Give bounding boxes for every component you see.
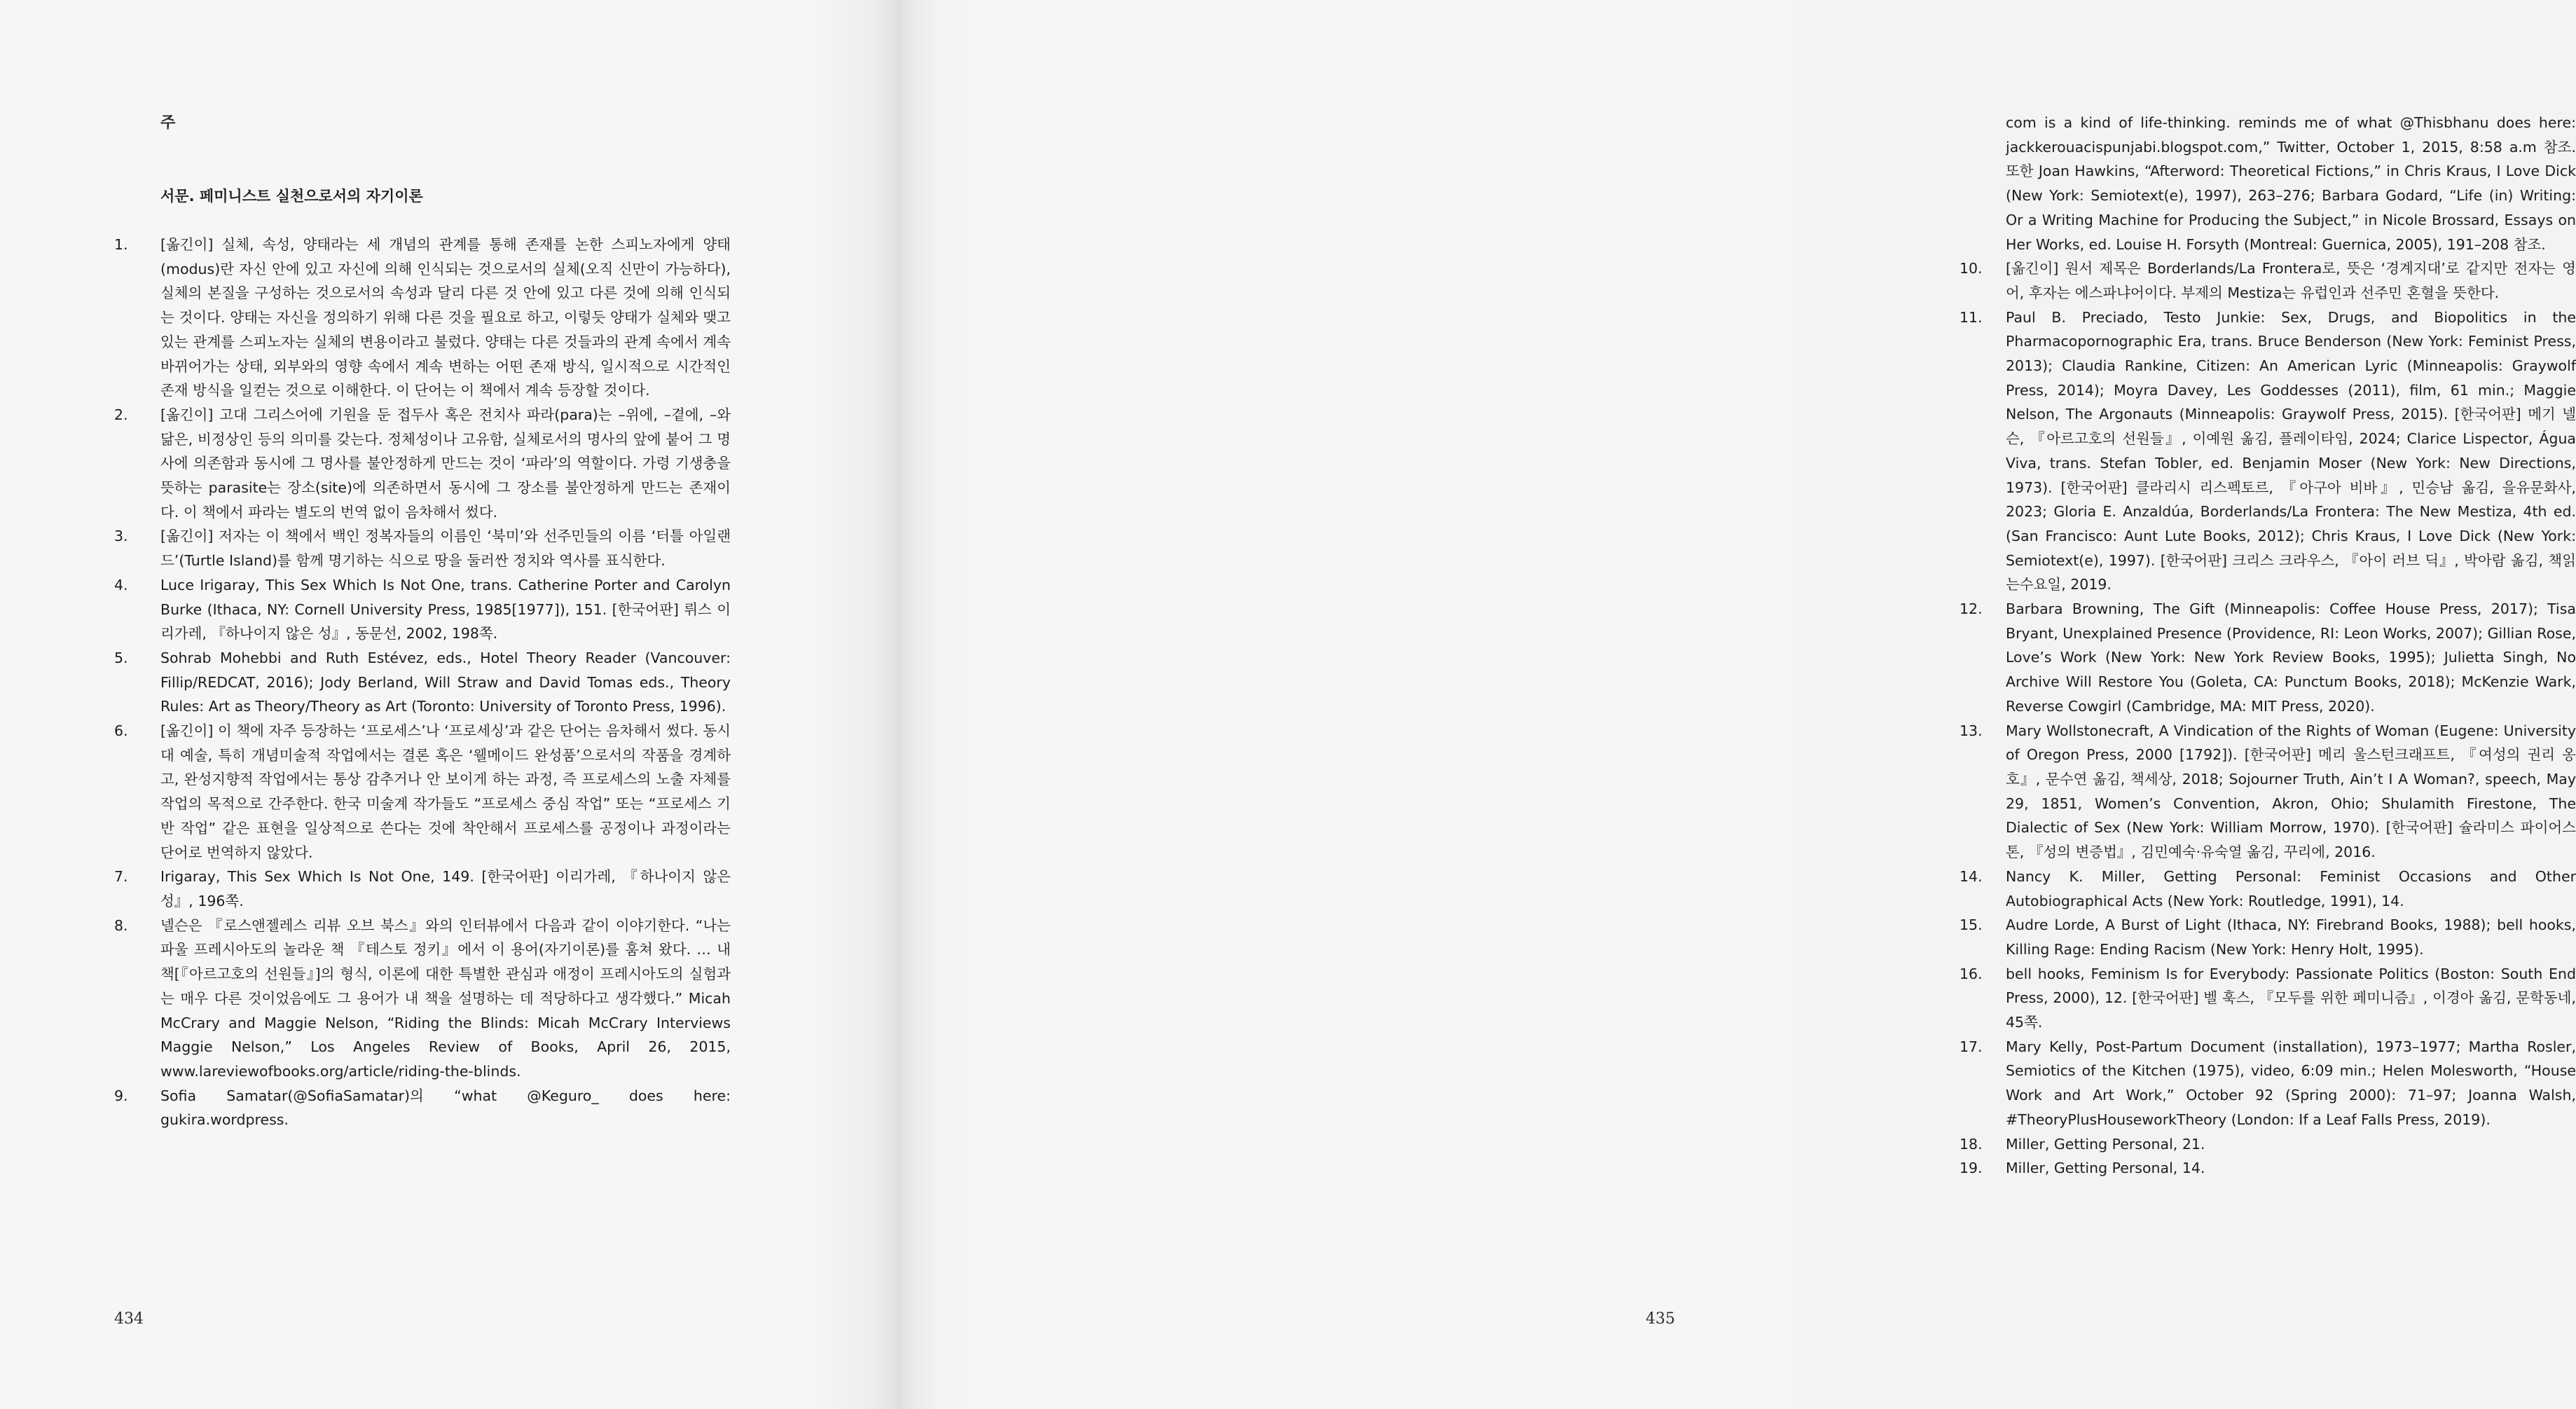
note-number: 13.: [1959, 722, 1983, 739]
note-number: 1.: [114, 236, 128, 253]
note-item: [1959, 597, 2576, 719]
notes-list-right: [1959, 111, 2576, 1181]
note-number: 8.: [114, 916, 128, 934]
note-item: [1959, 865, 2576, 913]
note-item: [1959, 1132, 2576, 1157]
notes-heading: 주: [160, 114, 176, 132]
note-text: Nancy K. Miller, Getting Personal: Feminist Occasions and Other Autobiographical Acts (New York: Routledge, 1991), 14.: [2006, 867, 2576, 909]
note-number: 5.: [114, 649, 128, 666]
note-item: [114, 403, 731, 525]
note-text: Luce Irigaray, This Sex Which Is Not One, trans. Catherine Porter and Carolyn Burke (Ithaca, NY: Cornell University Press, 1985[1977]), 151. [한국어판] 뤼스 이리가레, 『하나이지 않은 성』, 동문선, 2002, 198쪽.: [160, 576, 731, 642]
note-text: [옮긴이] 이 책에 자주 등장하는 ‘프로세스’나 ‘프로세싱’과 같은 단어는 음차해서 썼다. 동시대 예술, 특히 개념미술적 작업에서는 결론 혹은 ‘웰메이드 완성품’으로서의 작품을 경계하고, 완성지향적 작업에서는 통상 감추거나 안 보이게 하는 과정, 즉 프로세스의 노출 자체를 작업의 목적으로 간주한다. 한국 미술계 작가들도 “프로세스 중심 작업” 또는 “프로세스 기반 작업” 같은 표현을 일상적으로 쓴다는 것에 착안해서 프로세스를 공정이나 과정이라는 단어로 번역하지 않았다.: [160, 722, 731, 861]
left-page: [0, 0, 897, 1409]
section-title: 서문. 페미니스트 실천으로서의 자기이론: [160, 188, 423, 205]
note-item: [1959, 913, 2576, 961]
note-text: Paul B. Preciado, Testo Junkie: Sex, Drugs, and Biopolitics in the Pharmacopornographic Era, trans. Bruce Benderson (New York: Feminist Press, 2013); Claudia Rankine, Citizen: An American Lyric (Minneapolis: Graywolf Press, 2014); Moyra Davey, Les Goddesses (2011), film, 61 min.; Maggie Nelson, The Argonauts (Minneapolis: Graywolf Press, 2015). [한국어판] 메기 넬슨, 『아르고호의 선원들』, 이예원 옮김, 플레이타임, 2024; Clarice Lispector, Água Viva, trans. Stefan Tobler, ed. Benjamin Moser (New York: New Directions, 1973). [한국어판] 클라리시 리스펙토르, 『아구아 비바』, 민승남 옮김, 을유문화사, 2023; Gloria E. Anzaldúa, Borderlands/La Frontera: The New Mestiza, 4th ed. (San Francisco: Aunt Lute Books, 2012); Chris Kraus, I Love Dick (New York: Semiotext(e), 1997). [한국어판] 크리스 크라우스, 『아이 러브 딕』, 박아람 옮김, 책읽는수요일, 2019.: [2006, 308, 2576, 593]
notes-list-left: [114, 233, 731, 1132]
note-text: [옮긴이] 저자는 이 책에서 백인 정복자들의 이름인 ‘북미’와 선주민들의 이름 ‘터틀 아일랜드’(Turtle Island)를 함께 명기하는 식으로 땅을 둘러싼 정치와 역사를 표식한다.: [160, 528, 731, 570]
note-item: [1959, 256, 2576, 305]
note-text: [옮긴이] 고대 그리스어에 기원을 둔 접두사 혹은 전치사 파라(para)는 –위에, –곁에, –와 닮은, 비정상인 등의 의미를 갖는다. 정체성이나 고유함, 실체로서의 명사의 앞에 붙어 그 명사에 의존함과 동시에 그 명사를 불안정하게 만드는 것이 ‘파라’의 역할이다. 가령 기생충을 뜻하는 parasite는 장소(site)에 의존하면서 동시에 그 장소를 불안정하게 만드는 존재이다. 이 책에서 파라는 별도의 번역 없이 음차해서 썼다.: [160, 406, 731, 521]
note-text: Mary Wollstonecraft, A Vindication of the Rights of Woman (Eugene: University of Oregon Press, 2000 [1792]). [한국어판] 메리 울스턴크래프트, 『여성의 권리 옹호』, 문수연 옮김, 책세상, 2018; Sojourner Truth, Ain’t I A Woman?, speech, May 29, 1851, Women’s Convention, Akron, Ohio; Shulamith Firestone, The Dialectic of Sex (New York: William Morrow, 1970). [한국어판] 슐라미스 파이어스톤, 『성의 변증법』, 김민예숙·유숙열 옮김, 꾸리에, 2016.: [2006, 722, 2576, 861]
note-item: [114, 1084, 731, 1132]
note-number: 9.: [114, 1087, 128, 1104]
note-text: bell hooks, Feminism Is for Everybody: Passionate Politics (Boston: South End Press, 2000), 12. [한국어판] 벨 훅스, 『모두를 위한 페미니즘』, 이경아 옮김, 문학동네, 45쪽.: [2006, 965, 2576, 1031]
note-item: [1959, 719, 2576, 865]
note-text: 넬슨은 『로스앤젤레스 리뷰 오브 북스』와의 인터뷰에서 다음과 같이 이야기한다. “나는 파울 프레시아도의 놀라운 책 『테스토 정키』에서 이 용어(자기이론)를 훔쳐 왔다. … 내 책[『아르고호의 선원들』]의 형식, 이론에 대한 특별한 관심과 애정이 프레시아도의 실험과는 매우 다른 것이었음에도 그 용어가 내 책을 설명하는 데 적당하다고 생각했다.” Micah McCrary and Maggie Nelson, “Riding the Blinds: Micah McCrary Interviews Maggie Nelson,” Los Angeles Review of Books, April 26, 2015, www.lareviewofbooks.org/article/riding-the-blinds.: [160, 916, 731, 1080]
note-number: 17.: [1959, 1038, 1983, 1055]
note-item: [114, 865, 731, 913]
note-text: Sohrab Mohebbi and Ruth Estévez, eds., Hotel Theory Reader (Vancouver: Fillip/REDCAT, 2016); Jody Berland, Will Straw and David Tomas eds., Theory Rules: Art as Theory/Theory as Art (Toronto: University of Toronto Press, 1996).: [160, 649, 731, 715]
note-number: 19.: [1959, 1160, 1983, 1177]
note-text: Miller, Getting Personal, 21.: [2006, 1135, 2205, 1153]
note-number: 18.: [1959, 1135, 1983, 1153]
note-item: [1959, 1035, 2576, 1132]
note-text: Barbara Browning, The Gift (Minneapolis: Coffee House Press, 2017); Tisa Bryant, Unexplained Presence (Providence, RI: Leon Works, 2007); Gillian Rose, Love’s Work (New York: New York Review Books, 1995); Julietta Singh, No Archive Will Restore You (Goleta, CA: Punctum Books, 2018); McKenzie Wark, Reverse Cowgirl (Cambridge, MA: MIT Press, 2020).: [2006, 600, 2576, 715]
note-item: [114, 573, 731, 646]
note-text: Sofia Samatar(@SofiaSamatar)의 “what @Keguro_ does here: gukira.wordpress.: [160, 1087, 731, 1129]
note-item: [1959, 962, 2576, 1035]
note-number: 4.: [114, 576, 128, 593]
note-item: [114, 719, 731, 865]
note-number: 12.: [1959, 600, 1983, 618]
note-number: 16.: [1959, 965, 1983, 982]
note-number: 10.: [1959, 260, 1983, 277]
note-text: Irigaray, This Sex Which Is Not One, 149. [한국어판] 이리가레, 『하나이지 않은 성』, 196쪽.: [160, 868, 731, 909]
note-number: 6.: [114, 722, 128, 740]
note-text: [옮긴이] 원서 제목은 Borderlands/La Frontera로, 뜻은 ‘경계지대’로 같지만 전자는 영어, 후자는 에스파냐어이다. 부제의 Mestiza는 유럽인과 선주민 혼혈을 뜻한다.: [2006, 260, 2576, 301]
note-number: 11.: [1959, 308, 1983, 326]
note-item: [1959, 111, 2576, 256]
page-number: 435: [1646, 1310, 1675, 1328]
note-number: 2.: [114, 406, 128, 423]
note-text: Miller, Getting Personal, 14.: [2006, 1160, 2205, 1177]
note-text: [옮긴이] 실체, 속성, 양태라는 세 개념의 관계를 통해 존재를 논한 스피노자에게 양태(modus)란 자신 안에 있고 자신에 의해 인식되는 것으로서의 실체(오직 신만이 가능하다), 실체의 본질을 구성하는 것으로서의 속성과 달리 다른 것 안에 있고 다른 것에 의해 인식되는 것이다. 양태는 자신을 정의하기 위해 다른 것을 필요로 하고, 이렇듯 양태가 실체와 맺고 있는 관계를 스피노자는 실체의 변용이라고 불렀다. 양태는 다른 것들과의 관계 속에서 계속 바뀌어가는 상태, 외부와의 영향 속에서 계속 변하는 어떤 존재 방식, 일시적으로 시간적인 존재 방식을 일컫는 것으로 이해한다. 이 단어는 이 책에서 계속 등장할 것이다.: [160, 236, 731, 399]
right-page: [897, 0, 2576, 1409]
note-text: Mary Kelly, Post-Partum Document (installation), 1973–1977; Martha Rosler, Semiotics of the Kitchen (1975), video, 6:09 min.; Helen Molesworth, “House Work and Art Work,” October 92 (Spring 2000): 71–97; Joanna Walsh, #TheoryPlusHouseworkTheory (London: If a Leaf Falls Press, 2019).: [2006, 1038, 2576, 1128]
note-text: Audre Lorde, A Burst of Light (Ithaca, NY: Firebrand Books, 1988); bell hooks, Killing Rage: Ending Racism (New York: Henry Holt, 1995).: [2006, 916, 2576, 958]
note-number: 14.: [1959, 867, 1983, 885]
note-number: 3.: [114, 528, 128, 545]
page-number: 434: [114, 1310, 144, 1328]
note-item: [114, 233, 731, 403]
note-item: [114, 914, 731, 1084]
note-item: [114, 646, 731, 719]
note-item: [114, 524, 731, 572]
note-item: [1959, 305, 2576, 597]
note-number: [1959, 111, 2006, 256]
note-number: 15.: [1959, 916, 1983, 934]
note-text: com is a kind of life-thinking. reminds me of what @Thisbhanu does here: jackkerouacispunjabi.blogspot.com,” Twitter, October 1, 2015, 8:58 a.m 참조. 또한 Joan Hawkins, “Afterword: Theoretical Fictions,” in Chris Kraus, I Love Dick (New York: Semiotext(e), 1997), 263–276; Barbara Godard, “Life (in) Writing: Or a Writing Machine for Producing the Subject,” in Nicole Brossard, Essays on Her Works, ed. Louise H. Forsyth (Montreal: Guernica, 2005), 191–208 참조.: [2006, 114, 2576, 253]
note-number: 7.: [114, 868, 128, 886]
note-item: [1959, 1156, 2576, 1181]
